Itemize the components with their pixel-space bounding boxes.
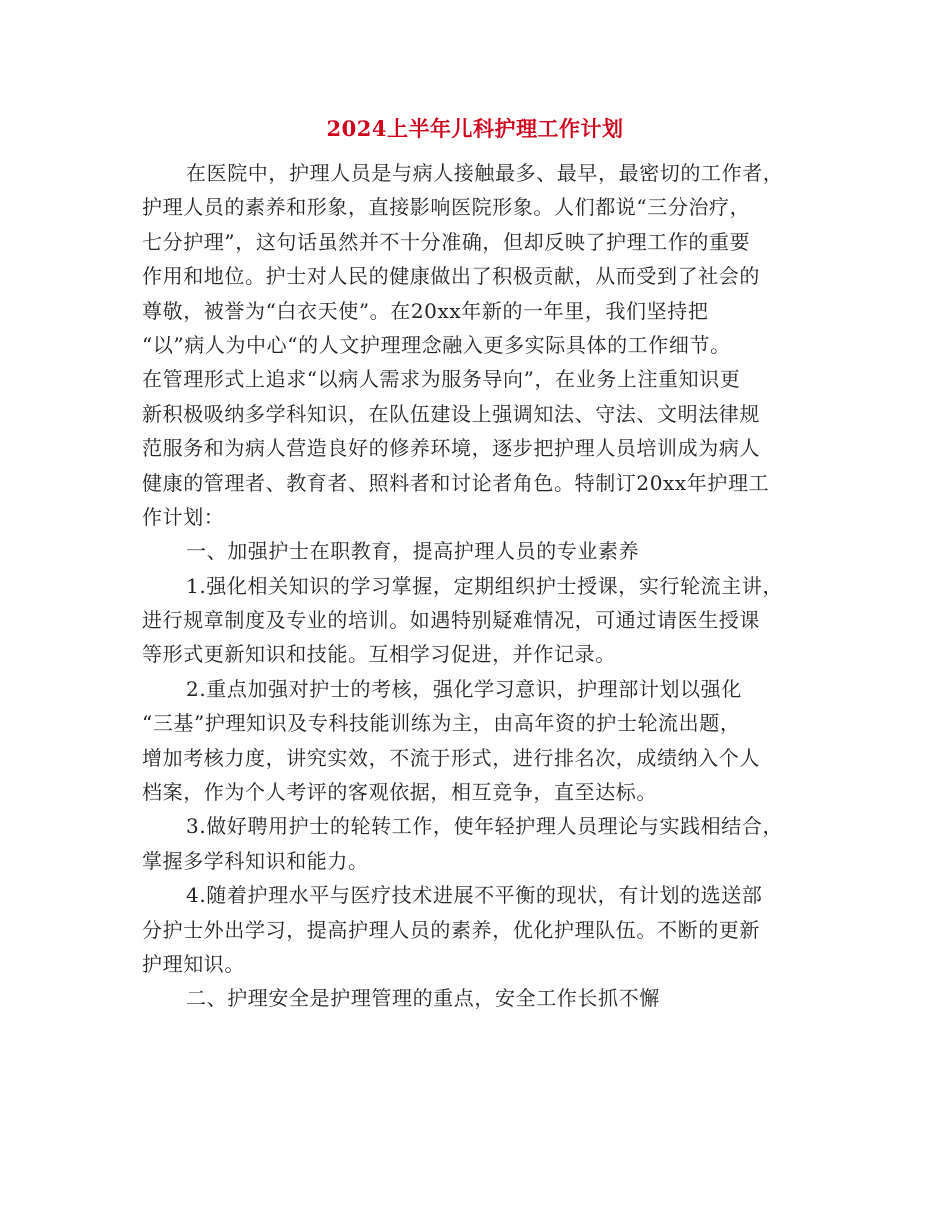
text-line: 尊敬，被誉为“白衣天使”。在20xx年新的一年里，我们坚持把 bbox=[142, 298, 709, 323]
text-line: 护理知识。 bbox=[142, 951, 245, 976]
section-heading: 一、加强护士在职教育，提高护理人员的专业素养 bbox=[186, 539, 640, 564]
text-line: 作用和地位。护士对人民的健康做出了积极贡献，从而受到了社会的 bbox=[142, 264, 760, 289]
text-line: 1.强化相关知识的学习掌握，定期组织护士授课，实行轮流主讲， bbox=[186, 573, 784, 598]
document-title: 2024上半年儿科护理工作计划 bbox=[326, 116, 624, 141]
section-heading: 二、护理安全是护理管理的重点，安全工作长抓不懈 bbox=[186, 986, 660, 1011]
text-line: 范服务和为病人营造良好的修养环境，逐步把护理人员培训成为病人 bbox=[142, 436, 760, 461]
text-line: 掌握多学科知识和能力。 bbox=[142, 848, 369, 873]
text-line: 2.重点加强对护士的考核，强化学习意识，护理部计划以强化 bbox=[186, 676, 742, 701]
text-line: 作计划： bbox=[142, 504, 225, 529]
text-line: “三基”护理知识及专科技能训练为主，由高年资的护士轮流出题， bbox=[142, 711, 741, 736]
text-line: 进行规章制度及专业的培训。如遇特别疑难情况，可通过请医生授课 bbox=[142, 608, 760, 633]
document-body bbox=[142, 156, 822, 1016]
text-line: 等形式更新知识和技能。互相学习促进，并作记录。 bbox=[142, 642, 616, 667]
text-line: 健康的管理者、教育者、照料者和讨论者角色。特制订20xx年护理工 bbox=[142, 470, 770, 495]
text-line: 档案，作为个人考评的客观依据，相互竞争，直至达标。 bbox=[142, 780, 657, 805]
text-line: 3.做好聘用护士的轮转工作，使年轻护理人员理论与实践相结合， bbox=[186, 814, 784, 839]
text-line: 4.随着护理水平与医疗技术进展不平衡的现状，有计划的选送部 bbox=[186, 883, 763, 908]
text-line: 新积极吸纳多学科知识，在队伍建设上强调知法、守法、文明法律规 bbox=[142, 401, 760, 426]
text-line: 护理人员的素养和形象，直接影响医院形象。人们都说“三分治疗， bbox=[142, 195, 751, 220]
text-line: 增加考核力度，讲究实效，不流于形式，进行排名次，成绩纳入个人 bbox=[142, 745, 760, 770]
text-line: 七分护理”，这句话虽然并不十分准确，但却反映了护理工作的重要 bbox=[142, 229, 751, 254]
text-line: “以”病人为中心“的人文护理理念融入更多实际具体的工作细节。 bbox=[142, 332, 731, 357]
text-line: 在医院中，护理人员是与病人接触最多、最早，最密切的工作者， bbox=[186, 161, 784, 185]
text-line: 在管理形式上追求“以病人需求为服务导向”，在业务上注重知识更 bbox=[142, 367, 741, 392]
text-line: 分护士外出学习，提高护理人员的素养，优化护理队伍。不断的更新 bbox=[142, 917, 760, 942]
